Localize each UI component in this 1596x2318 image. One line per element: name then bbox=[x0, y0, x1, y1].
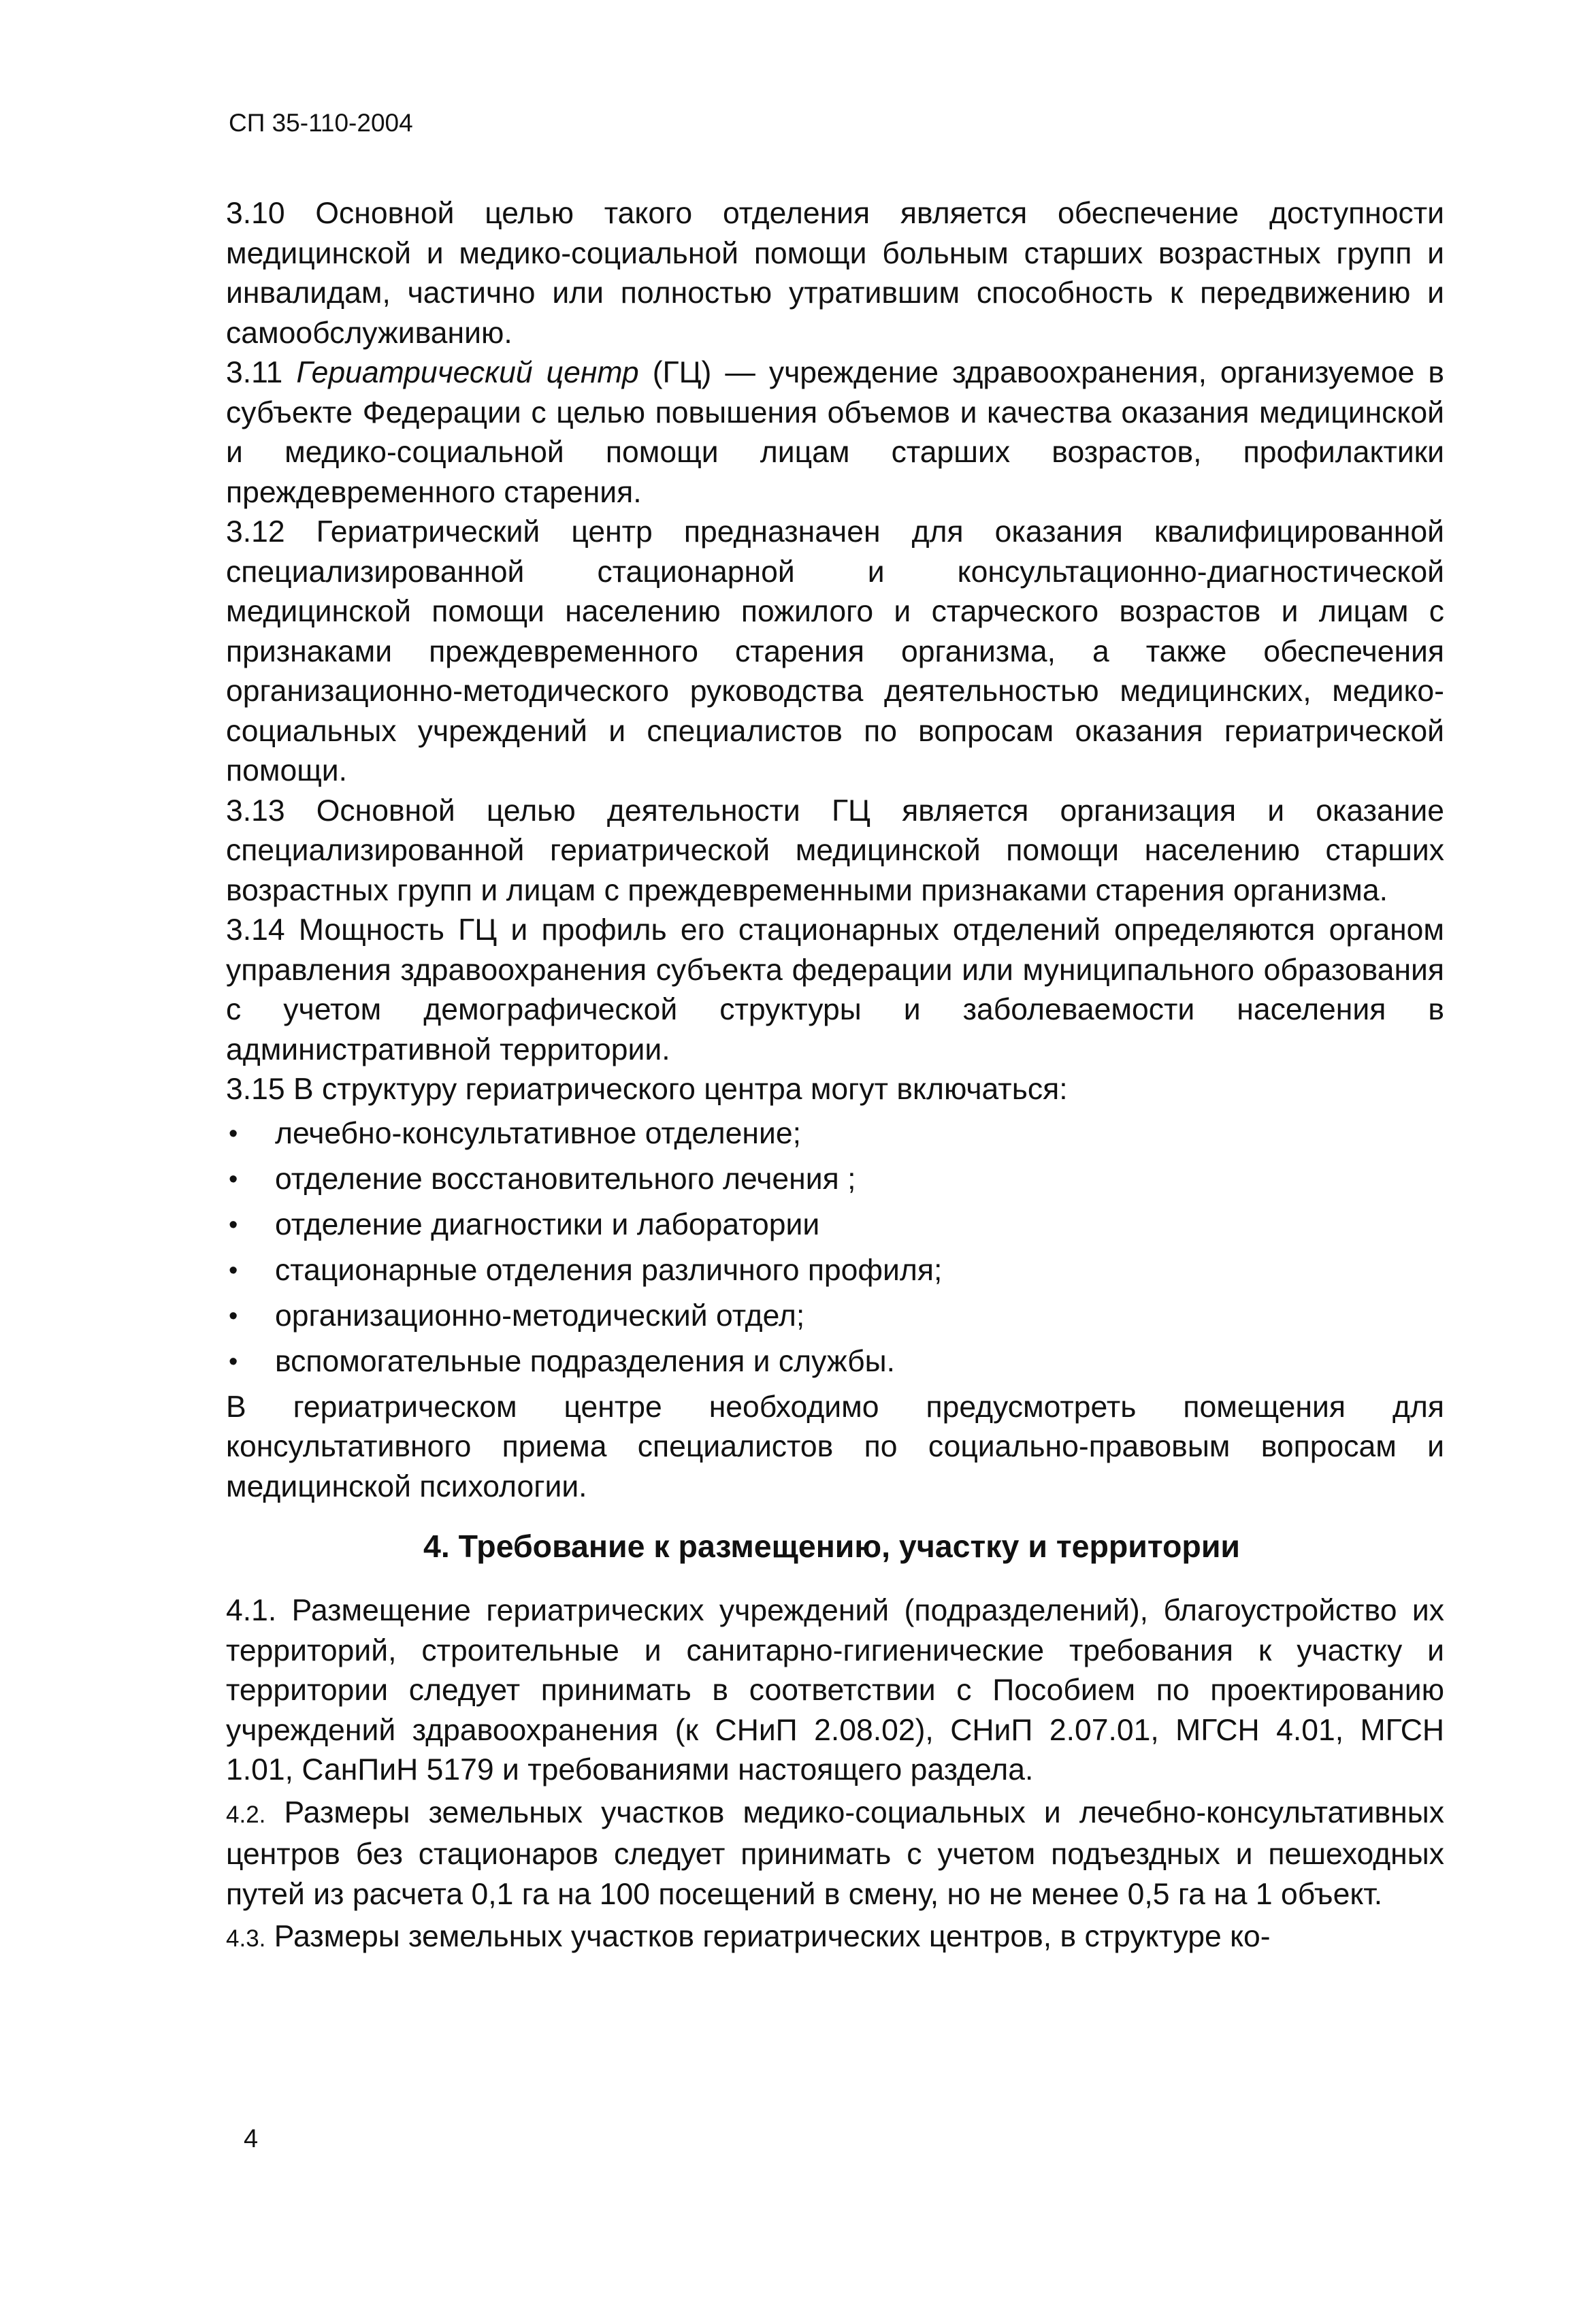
paragraph-number: 3.11 bbox=[226, 356, 283, 389]
list-item bbox=[226, 1251, 1444, 1296]
paragraph-text: Мощность ГЦ и профиль его стационарных отделений определяются органом управления здравоохранения субъекта федерации или муниципального образования с учетом демографической структуры и заболеваемости населения в административной территории. bbox=[226, 913, 1444, 1066]
page-body bbox=[226, 194, 1444, 1959]
bullet-icon: • bbox=[229, 1347, 238, 1376]
paragraph-number: 3.14 bbox=[226, 913, 285, 947]
list-item bbox=[226, 1296, 1444, 1342]
paragraph-text: Основной целью такого отделения является обеспечение доступности медицинской и медико-социальной помощи больным старших возрастных групп и инвалидам, частично или полностью утратившим способность к передвижению и самообслуживанию. bbox=[226, 197, 1444, 350]
page-number: 4 bbox=[244, 2125, 259, 2153]
paragraph-number: 3.15 bbox=[226, 1073, 285, 1106]
paragraph-number: 3.12 bbox=[226, 515, 285, 549]
paragraph-text: Основной целью деятельности ГЦ является организация и оказание специализированной гериатрической медицинской помощи населению старших возрастных групп и лицам с преждевременными признаками старения организма. bbox=[226, 794, 1444, 907]
structure-list bbox=[226, 1114, 1444, 1388]
paragraph-text: Размеры земельных участков гериатрических центров, в структуре ко- bbox=[265, 1920, 1271, 1953]
paragraph-text: Размещение гериатрических учреждений (подразделений), благоустройство их территорий, строительные и санитарно-гигиенические требования к участку и территории следует принимать в соответствии с Пособием по проектированию учреждений здравоохранения (к СНиП 2.08.02), СНиП 2.07.01, МГСН 4.01, МГСН 1.01, СанПиН 5179 и требованиями настоящего раздела. bbox=[226, 1594, 1444, 1786]
paragraph-number: 4.3. bbox=[226, 1925, 266, 1952]
bullet-icon: • bbox=[229, 1119, 238, 1148]
paragraph-number: 3.10 bbox=[226, 197, 285, 230]
list-item-text: отделение диагностики и лаборатории bbox=[275, 1207, 820, 1241]
bullet-icon: • bbox=[229, 1256, 238, 1285]
bullet-icon: • bbox=[229, 1301, 238, 1331]
defined-term: Гериатрический центр bbox=[296, 356, 639, 389]
list-item-text: лечебно-консультативное отделение; bbox=[275, 1116, 801, 1150]
paragraph-4-2 bbox=[226, 1793, 1444, 1915]
list-item-text: стационарные отделения различного профиля; bbox=[275, 1253, 943, 1287]
paragraph-3-12 bbox=[226, 512, 1444, 791]
paragraph-3-15 bbox=[226, 1070, 1444, 1110]
list-item bbox=[226, 1160, 1444, 1205]
paragraph-after-list: В гериатрическом центре необходимо предусмотреть помещения для консультативного приема специалистов по социально-правовым вопросам и медицинской психологии. bbox=[226, 1390, 1444, 1503]
paragraph-text: В структуру гериатрического центра могут включаться: bbox=[284, 1073, 1068, 1106]
paragraph-3-10 bbox=[226, 194, 1444, 353]
list-item bbox=[226, 1205, 1444, 1251]
paragraph-3-14 bbox=[226, 911, 1444, 1070]
paragraph-text: (ГЦ) — учреждение здравоохранения, организуемое в субъекте Федерации с целью повышения объемов и качества оказания медицинской и медико-социальной помощи лицам старших возрастов, профилактики преждевременного старения. bbox=[226, 356, 1444, 509]
paragraph-number: 4.2. bbox=[226, 1801, 266, 1828]
list-item-text: вспомогательные подразделения и службы. bbox=[275, 1344, 895, 1378]
paragraph-3-11 bbox=[226, 353, 1444, 512]
paragraph-number: 4.1. bbox=[226, 1594, 277, 1627]
list-item-text: организационно-методический отдел; bbox=[275, 1299, 805, 1333]
paragraph-4-1 bbox=[226, 1591, 1444, 1791]
list-item bbox=[226, 1342, 1444, 1388]
paragraph-4-3 bbox=[226, 1917, 1444, 1959]
bullet-icon: • bbox=[229, 1164, 238, 1194]
paragraph-text: Гериатрический центр предназначен для оказания квалифицированной специализированной стационарной и консультационно-диагностической медицинской помощи населению пожилого и старческого возрастов и лицам с признаками преждевременного старения организма, а также обеспечения организационно-методического руководства деятельностью медицинских, медико-социальных учреждений и специалистов по вопросам оказания гериатрической помощи. bbox=[226, 515, 1444, 787]
list-item-text: отделение восстановительного лечения ; bbox=[275, 1162, 856, 1196]
list-item bbox=[226, 1114, 1444, 1160]
section-4-heading: 4. Требование к размещению, участку и территории bbox=[423, 1529, 1241, 1564]
bullet-icon: • bbox=[229, 1210, 238, 1239]
paragraph-3-13 bbox=[226, 791, 1444, 911]
paragraph-text: Размеры земельных участков медико-социальных и лечебно-консультативных центров без стационаров следует принимать с учетом подъездных и пешеходных путей из расчета 0,1 га на 100 посещений в смену, но не менее 0,5 га на 1 объект. bbox=[226, 1795, 1444, 1911]
document-code: СП 35-110-2004 bbox=[229, 109, 413, 137]
paragraph-number: 3.13 bbox=[226, 794, 285, 828]
